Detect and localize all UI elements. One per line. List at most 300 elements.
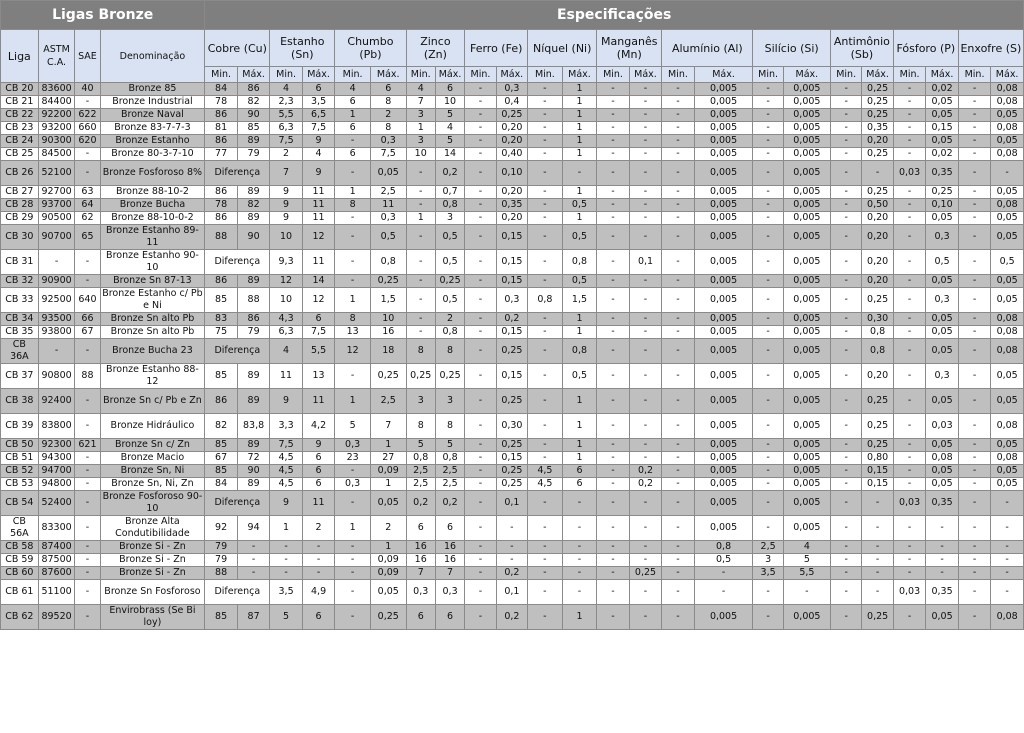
table-cell: 0,005	[783, 465, 830, 478]
table-cell: 77	[205, 148, 237, 161]
table-cell: 5,5	[783, 567, 830, 580]
table-cell: 0,3	[926, 364, 958, 389]
table-cell: -	[465, 541, 496, 554]
table-cell: 0,05	[991, 439, 1024, 452]
col-min-label: Min.	[830, 67, 861, 83]
table-cell: -	[830, 580, 861, 605]
table-cell: 0,005	[783, 414, 830, 439]
table-cell: -	[597, 313, 629, 326]
ligas-bronze-title: Ligas Bronze	[1, 1, 205, 30]
table-cell: -	[830, 135, 861, 148]
table-row	[1, 339, 1024, 364]
table-cell: -	[893, 275, 925, 288]
table-cell: 88	[205, 225, 237, 250]
table-cell: -	[465, 516, 496, 541]
table-cell: -	[830, 313, 861, 326]
table-cell: -	[830, 554, 861, 567]
table-cell: -	[465, 109, 496, 122]
table-cell: 85	[205, 465, 237, 478]
table-cell: -	[465, 452, 496, 465]
table-cell: 2,5	[435, 465, 464, 478]
table-cell: -	[528, 148, 563, 161]
table-cell: -	[562, 491, 597, 516]
table-cell: -	[662, 135, 694, 148]
table-cell: 1	[335, 109, 371, 122]
table-cell: 6	[435, 605, 464, 630]
table-cell: 0,08	[991, 83, 1024, 96]
table-cell: -	[958, 288, 990, 313]
table-cell: -	[597, 161, 629, 186]
table-row	[1, 250, 1024, 275]
col-min-label: Min.	[335, 67, 371, 83]
table-cell: 72	[237, 452, 269, 465]
table-cell: 86	[205, 135, 237, 148]
table-cell: 0,08	[991, 605, 1024, 630]
table-cell: 83,8	[237, 414, 269, 439]
liga-cell: CB 25	[1, 148, 39, 161]
col-min-label: Min.	[270, 67, 302, 83]
table-cell: 0,05	[991, 478, 1024, 491]
liga-cell: CB 20	[1, 83, 39, 96]
table-cell: 0,10	[496, 161, 527, 186]
table-cell: -	[753, 96, 783, 109]
table-cell: 11	[302, 491, 334, 516]
table-cell: 1	[370, 478, 406, 491]
table-cell: -	[597, 414, 629, 439]
table-cell: -	[629, 580, 661, 605]
table-cell: 0,05	[991, 186, 1024, 199]
table-cell: 0,3	[335, 439, 371, 452]
table-cell: -	[893, 212, 925, 225]
table-cell: -	[991, 541, 1024, 554]
table-cell: 1	[335, 516, 371, 541]
especificacoes-title: Especificações	[205, 1, 1024, 30]
table-cell: -	[597, 389, 629, 414]
table-cell: 92700	[38, 186, 75, 199]
table-cell: 4,5	[528, 478, 563, 491]
table-cell: -	[465, 339, 496, 364]
table-cell: -	[958, 580, 990, 605]
table-cell: 94300	[38, 452, 75, 465]
table-cell: -	[496, 516, 527, 541]
table-cell: -	[335, 250, 371, 275]
table-cell: 94	[237, 516, 269, 541]
table-cell: -	[958, 161, 990, 186]
denominacao-cell: Bronze 88-10-2	[100, 186, 205, 199]
table-cell: 0,005	[783, 288, 830, 313]
table-cell: 4,9	[302, 580, 334, 605]
table-cell: -	[597, 339, 629, 364]
table-cell: 8	[406, 414, 435, 439]
liga-cell: CB 35	[1, 326, 39, 339]
denominacao-cell: Bronze Macio	[100, 452, 205, 465]
table-cell: 0,8	[862, 339, 893, 364]
table-cell: -	[830, 186, 861, 199]
table-cell: -	[465, 199, 496, 212]
table-cell: 6	[335, 96, 371, 109]
table-cell: 85	[205, 439, 237, 452]
table-cell: 0,25	[496, 109, 527, 122]
table-row	[1, 439, 1024, 452]
table-cell: -	[662, 491, 694, 516]
table-cell: -	[597, 109, 629, 122]
table-cell: 11	[302, 186, 334, 199]
table-cell: 3,5	[302, 96, 334, 109]
table-cell: 0,005	[783, 161, 830, 186]
table-cell: 0,25	[862, 288, 893, 313]
table-cell: 0,005	[694, 288, 753, 313]
table-cell: -	[629, 288, 661, 313]
table-cell: -	[335, 605, 371, 630]
table-cell: 92200	[38, 109, 75, 122]
table-cell: 86	[205, 275, 237, 288]
table-cell: -	[662, 275, 694, 288]
table-cell: -	[629, 516, 661, 541]
table-cell: 3	[406, 389, 435, 414]
liga-cell: CB 26	[1, 161, 39, 186]
table-cell: -	[465, 275, 496, 288]
table-cell: -	[830, 122, 861, 135]
table-cell: -	[465, 567, 496, 580]
liga-cell: CB 50	[1, 439, 39, 452]
table-cell: 0,25	[496, 478, 527, 491]
table-cell: 3,3	[270, 414, 302, 439]
liga-cell: CB 21	[1, 96, 39, 109]
table-cell: -	[662, 478, 694, 491]
table-cell: -	[958, 225, 990, 250]
table-cell: 3,5	[753, 567, 783, 580]
table-cell: -	[830, 567, 861, 580]
table-cell: 1	[335, 186, 371, 199]
table-cell: 8	[435, 339, 464, 364]
table-cell: 1	[562, 326, 597, 339]
table-cell: 4	[406, 83, 435, 96]
table-cell: -	[753, 212, 783, 225]
table-cell: -	[893, 326, 925, 339]
table-cell: 4	[783, 541, 830, 554]
table-cell: -	[662, 465, 694, 478]
table-cell: 3	[435, 212, 464, 225]
table-row	[1, 83, 1024, 96]
table-cell: -	[862, 580, 893, 605]
table-cell: 89520	[38, 605, 75, 630]
table-cell: 6	[562, 465, 597, 478]
table-cell: -	[753, 250, 783, 275]
table-cell: -	[597, 605, 629, 630]
table-cell: 0,3	[496, 83, 527, 96]
table-cell: -	[629, 225, 661, 250]
table-cell: 0,5	[435, 225, 464, 250]
table-cell: 2,5	[406, 478, 435, 491]
table-cell: -	[958, 122, 990, 135]
table-cell: 16	[406, 554, 435, 567]
table-cell: 87	[237, 605, 269, 630]
table-cell: -	[528, 135, 563, 148]
table-cell: 83800	[38, 414, 75, 439]
table-row	[1, 148, 1024, 161]
table-cell: -	[528, 186, 563, 199]
table-cell: -	[991, 161, 1024, 186]
table-cell: -	[528, 96, 563, 109]
col-silicio: Silício (Si)	[753, 30, 831, 67]
table-cell: -	[597, 212, 629, 225]
table-cell: 660	[75, 122, 100, 135]
table-cell: -	[862, 567, 893, 580]
table-cell: 1,5	[370, 288, 406, 313]
table-cell: -	[528, 199, 563, 212]
table-cell: -	[694, 567, 753, 580]
table-cell: -	[465, 605, 496, 630]
denominacao-cell: Bronze Sn alto Pb	[100, 326, 205, 339]
table-cell: 3	[435, 389, 464, 414]
table-cell: 7,5	[302, 326, 334, 339]
table-cell: -	[629, 212, 661, 225]
table-cell: 0,5	[991, 250, 1024, 275]
denominacao-cell: Bronze 88-10-0-2	[100, 212, 205, 225]
table-cell: 90500	[38, 212, 75, 225]
table-cell: -	[662, 96, 694, 109]
table-cell: 0,5	[562, 199, 597, 212]
table-cell: -	[465, 478, 496, 491]
table-cell: -	[237, 541, 269, 554]
table-cell: 0,20	[862, 275, 893, 288]
table-cell: 2,5	[753, 541, 783, 554]
table-cell: -	[465, 465, 496, 478]
table-cell: 12	[270, 275, 302, 288]
table-cell: 0,1	[496, 580, 527, 605]
liga-cell: CB 33	[1, 288, 39, 313]
table-cell: -	[75, 389, 100, 414]
table-cell: 0,3	[926, 288, 958, 313]
table-cell: 0,05	[991, 288, 1024, 313]
table-cell: -	[406, 161, 435, 186]
table-cell: 0,005	[783, 516, 830, 541]
table-cell: 0,25	[862, 96, 893, 109]
table-cell: 1	[562, 439, 597, 452]
table-cell: 0,005	[783, 439, 830, 452]
table-cell: -	[629, 199, 661, 212]
table-cell: 67	[205, 452, 237, 465]
table-cell: 0,005	[694, 250, 753, 275]
table-cell: -	[958, 605, 990, 630]
denominacao-cell: Bronze Hidráulico	[100, 414, 205, 439]
table-cell: 0,08	[991, 414, 1024, 439]
table-cell: 0,05	[926, 212, 958, 225]
col-zinco: Zinco (Zn)	[406, 30, 465, 67]
table-row	[1, 516, 1024, 541]
table-cell: 640	[75, 288, 100, 313]
table-cell: -	[958, 516, 990, 541]
table-cell: 0,20	[862, 212, 893, 225]
table-cell: 0,25	[496, 465, 527, 478]
table-cell: 0,09	[370, 465, 406, 478]
table-cell: 90800	[38, 364, 75, 389]
table-cell: 0,15	[496, 250, 527, 275]
table-cell: 75	[205, 326, 237, 339]
table-cell: 0,20	[496, 122, 527, 135]
table-cell: 0,05	[370, 491, 406, 516]
table-cell: 0,005	[694, 516, 753, 541]
table-cell: -	[958, 452, 990, 465]
table-cell: -	[335, 275, 371, 288]
col-max-label: Máx.	[435, 67, 464, 83]
table-row	[1, 478, 1024, 491]
table-cell: 0,005	[694, 414, 753, 439]
table-cell: 0,08	[991, 122, 1024, 135]
table-cell: -	[662, 199, 694, 212]
table-cell: 51100	[38, 580, 75, 605]
table-cell: 0,20	[496, 212, 527, 225]
table-cell: 1	[562, 122, 597, 135]
table-cell: 7,5	[270, 135, 302, 148]
table-cell: 16	[435, 554, 464, 567]
table-cell: -	[893, 465, 925, 478]
table-cell: -	[335, 364, 371, 389]
table-cell: -	[597, 186, 629, 199]
table-cell: -	[528, 250, 563, 275]
liga-cell: CB 30	[1, 225, 39, 250]
table-row	[1, 161, 1024, 186]
table-cell: 6	[335, 148, 371, 161]
table-cell: 93200	[38, 122, 75, 135]
liga-cell: CB 59	[1, 554, 39, 567]
table-cell: 0,05	[370, 580, 406, 605]
table-cell: 6	[406, 516, 435, 541]
table-cell: 0,8	[370, 250, 406, 275]
table-cell: 0,005	[694, 364, 753, 389]
table-cell: 0,005	[694, 326, 753, 339]
table-cell: -	[465, 580, 496, 605]
table-cell: 1	[562, 452, 597, 465]
table-cell: -	[830, 250, 861, 275]
table-cell: 0,25	[496, 389, 527, 414]
table-cell: 0,005	[694, 199, 753, 212]
table-cell: -	[629, 339, 661, 364]
table-cell: -	[830, 452, 861, 465]
table-cell: 0,005	[783, 225, 830, 250]
table-cell: 10	[370, 313, 406, 326]
table-cell: 0,15	[926, 122, 958, 135]
table-cell: 0,50	[862, 199, 893, 212]
table-cell: -	[597, 439, 629, 452]
table-cell: 79	[237, 326, 269, 339]
table-cell: -	[597, 326, 629, 339]
table-cell: 0,20	[496, 186, 527, 199]
liga-cell: CB 24	[1, 135, 39, 148]
table-cell: 0,35	[862, 122, 893, 135]
table-cell: 88	[75, 364, 100, 389]
table-cell: -	[335, 212, 371, 225]
liga-cell: CB 23	[1, 122, 39, 135]
denominacao-cell: Bronze Estanho 88-12	[100, 364, 205, 389]
table-cell: -	[830, 439, 861, 452]
table-cell: 1	[335, 389, 371, 414]
table-cell: -	[528, 439, 563, 452]
col-max-label: Máx.	[237, 67, 269, 83]
table-cell: 78	[205, 199, 237, 212]
table-cell: -	[237, 554, 269, 567]
table-cell: 0,2	[435, 491, 464, 516]
table-cell: 9	[270, 389, 302, 414]
denominacao-cell: Bronze Fosforoso 8%	[100, 161, 205, 186]
table-cell: 0,1	[629, 250, 661, 275]
table-cell: 0,15	[496, 225, 527, 250]
table-cell: -	[893, 186, 925, 199]
table-cell: 0,05	[926, 339, 958, 364]
table-cell: -	[893, 554, 925, 567]
table-cell: -	[528, 109, 563, 122]
table-cell: 0,005	[694, 161, 753, 186]
table-cell: -	[629, 122, 661, 135]
table-cell: 8	[370, 96, 406, 109]
table-cell: 6	[302, 313, 334, 326]
table-cell: 16	[435, 541, 464, 554]
table-cell: -	[893, 567, 925, 580]
table-row	[1, 364, 1024, 389]
table-cell: 1	[562, 109, 597, 122]
table-cell: 8	[335, 313, 371, 326]
table-cell: 0,5	[562, 364, 597, 389]
table-cell: -	[597, 275, 629, 288]
table-cell: 88	[205, 567, 237, 580]
table-cell: -	[893, 478, 925, 491]
col-astm: ASTM C.A.	[38, 30, 75, 83]
table-cell: 0,3	[370, 135, 406, 148]
table-cell: -	[335, 580, 371, 605]
table-cell: 0,7	[435, 186, 464, 199]
table-cell: 10	[406, 148, 435, 161]
table-cell: 2,5	[370, 389, 406, 414]
table-row	[1, 186, 1024, 199]
table-row	[1, 135, 1024, 148]
table-cell: 0,15	[496, 452, 527, 465]
col-sae: SAE	[75, 30, 100, 83]
table-cell: 3	[406, 135, 435, 148]
table-cell: -	[629, 186, 661, 199]
table-cell: -	[862, 541, 893, 554]
table-cell: -	[75, 516, 100, 541]
table-cell: 3,5	[270, 580, 302, 605]
table-cell: 0,005	[694, 452, 753, 465]
table-cell: -	[597, 364, 629, 389]
liga-cell: CB 53	[1, 478, 39, 491]
table-cell: 82	[237, 199, 269, 212]
table-cell: 7	[406, 96, 435, 109]
table-cell: 9	[270, 186, 302, 199]
denominacao-cell: Bronze Estanho 90-10	[100, 250, 205, 275]
table-cell: -	[662, 250, 694, 275]
table-cell: 85	[205, 364, 237, 389]
table-cell: 1	[370, 439, 406, 452]
table-cell: -	[991, 516, 1024, 541]
table-cell: 0,005	[783, 96, 830, 109]
table-cell: -	[958, 465, 990, 478]
table-cell: 1	[562, 148, 597, 161]
table-cell: -	[893, 199, 925, 212]
table-cell: 0,25	[862, 109, 893, 122]
table-cell: 0,005	[783, 389, 830, 414]
table-cell: 4	[335, 83, 371, 96]
table-cell: -	[335, 225, 371, 250]
table-cell: 89	[237, 478, 269, 491]
table-cell: -	[75, 161, 100, 186]
table-cell: -	[753, 389, 783, 414]
table-cell: 0,08	[991, 313, 1024, 326]
table-cell: -	[830, 516, 861, 541]
denominacao-cell: Bronze Sn, Ni	[100, 465, 205, 478]
table-cell: 7	[370, 414, 406, 439]
table-cell: 94800	[38, 478, 75, 491]
